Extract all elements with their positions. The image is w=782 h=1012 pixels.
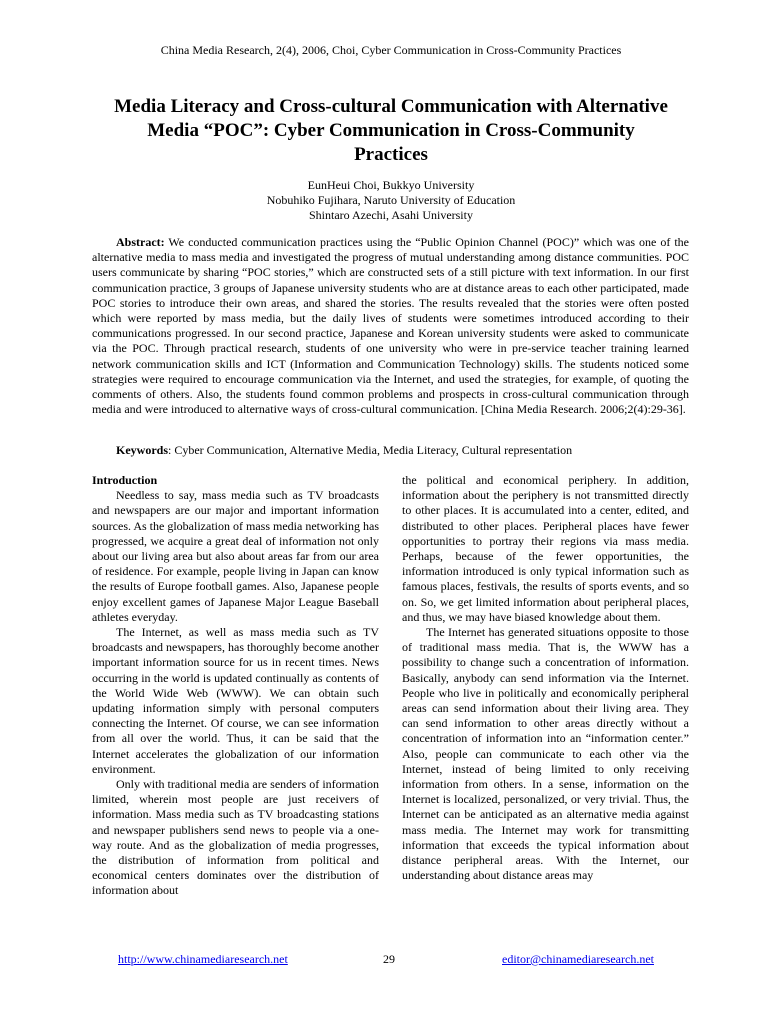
keywords-text: : Cyber Communication, Alternative Media, Media Literacy, Cultural representation [168, 443, 573, 457]
body-paragraph: The Internet, as well as mass media such as TV broadcasts and newspapers, has thoroughly become another important information source for us in recent times. News occurring in the world is updated continually as contents of the World Wide Web (WWW). We can obtain such updating information simply with personal computers connecting the Internet. Of course, we can see information from all over the world. Thus, it can be said that the Internet accelerates the globalization of our information environment. [92, 625, 379, 776]
paper-title: Media Literacy and Cross-cultural Communication with Alternative Media “POC”: Cyber Communication in Cross-Community Practices [114, 96, 668, 165]
page-number: 29 [383, 952, 395, 966]
editor-email-link[interactable]: editor@chinamediaresearch.net [502, 952, 654, 966]
journal-url-link[interactable]: http://www.chinamediaresearch.net [118, 952, 288, 966]
body-paragraph: The Internet has generated situations opposite to those of traditional mass media. That is, the WWW has a possibility to change such a concentration of information. Basically, anybody can send information via the Internet. People who live in politically and economically peripheral areas can send information about their living area. They can send information to other areas directly without a concentration of information into an “information center.” Also, people can communicate to each other via the Internet, instead of being limited to only receiving information from others. In a sense, information on the Internet is localized, personalized, or very trivial. Thus, the Internet can be anticipated as an alternative media against mass media. The Internet may work for transmitting information that exceeds the typical information about distance peripheral areas. With the Internet, our understanding about distance areas may [402, 625, 689, 883]
column-right [402, 473, 689, 883]
body-paragraph: the political and economical periphery. In addition, information about the periphery is not transmitted directly to other places. It is accumulated into a center, edited, and distributed to other places. Peripheral places have fewer opportunities to portray their regions via mass media. Perhaps, because of the fewer opportunities, the information introduced is only typical information such as famous places, festivals, the results of sports events, and so on. So, we get limited information about peripheral places, and thus, we may have biased knowledge about them. [402, 473, 689, 624]
body-paragraph: Needless to say, mass media such as TV broadcasts and newspapers are our major and important information sources. As the globalization of mass media networking has progressed, we acquire a great deal of information not only about our living area but also about areas far from our area of residence. For example, people living in Japan can know the results of Europe football games. Also, Japanese people enjoy excellent games of Japanese Major League Baseball athletes everyday. [92, 488, 379, 624]
running-head: China Media Research, 2(4), 2006, Choi, Cyber Communication in Cross-Community Practices [160, 43, 622, 57]
keywords-label: Keywords [116, 443, 168, 457]
author-line: Shintaro Azechi, Asahi University [309, 208, 473, 222]
column-left [92, 473, 379, 899]
author-line: Nobuhiko Fujihara, Naruto University of Education [266, 193, 516, 207]
abstract-label: Abstract: [116, 235, 165, 249]
introduction-heading: Introduction [92, 473, 158, 487]
author-list [0, 178, 782, 223]
author-line: EunHeui Choi, Bukkyo University [307, 178, 475, 192]
keywords [92, 443, 689, 458]
abstract [92, 235, 689, 417]
abstract-text: We conducted communication practices using the “Public Opinion Channel (POC)” which was one of the alternative media to mass media and investigated the progress of mutual understanding among distance communities. POC users communicate by sharing “POC stories,” which are constructed sets of a still picture with text information. In our first communication practice, 3 groups of Japanese university students who are at distance areas to each other participated, made POC stories to introduce their own areas, and shared the stories. The results revealed that the stories were often posted which were reported by mass media, but the daily lives of students were sometimes introduced according to their communications progressed. In our second practice, Japanese and Korean university students were asked to communicate via the POC. Through practical research, students of one university who were in pre-service teacher training learned network communication skills and ICT (Information and Communication Technology) skills. The students noticed some strategies were required to encourage communication via the Internet, and used the strategies, for example, of quoting the comments of others. Also, the students found common problems and prospects in cross-cultural communication through media and were introduced to alternative ways of cross-cultural communication. [China Media Research. 2006;2(4):29-36]. [92, 235, 689, 417]
body-paragraph: Only with traditional media are senders of information limited, wherein most people are just receivers of information. Mass media such as TV broadcasting stations and newspaper publishers send news to people via a one-way route. And as the globalization of media progresses, the distribution of information from political and economical centers dominates over the distribution of information about [92, 777, 379, 898]
